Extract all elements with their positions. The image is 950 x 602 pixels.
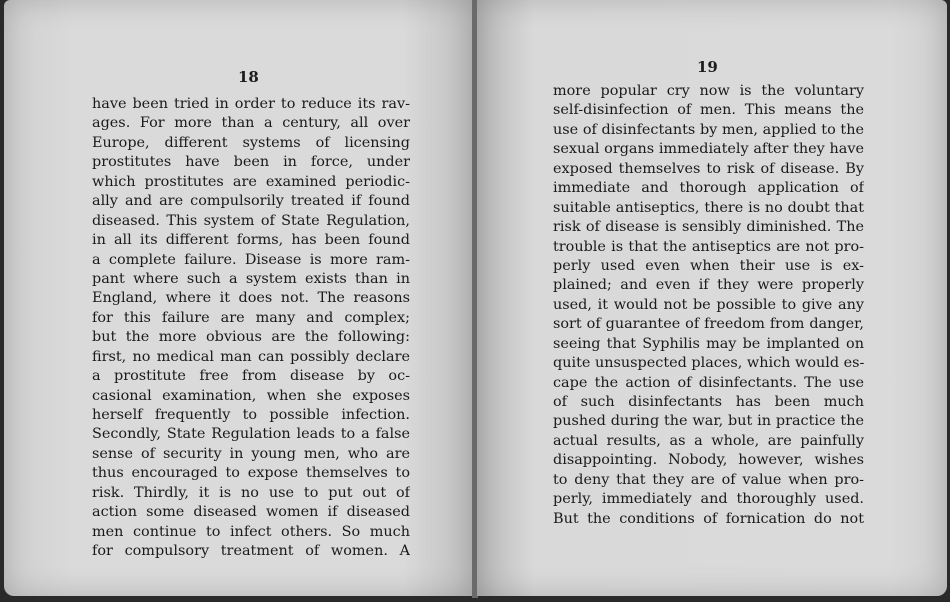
text-line: men continue to infect others. So much [92,523,410,540]
text-line: used, it would not be possible to give any [553,296,864,313]
text-line: have been tried in order to reduce its rav- [92,96,410,112]
left-page-number: 18 [238,68,259,86]
text-line: cape the action of disinfectants. The use [553,374,864,391]
text-line: perly, immediately and thoroughly used. [553,491,864,508]
text-line: to deny that they are of value when pro- [553,471,864,488]
text-line: pushed during the war, but in practice the [553,413,864,430]
text-line: pant where such a system exists than in [92,270,410,287]
text-line: immediate and thorough application of [553,180,864,197]
text-line: risk. Thirdly, it is no use to put out of [92,484,410,501]
text-line: action some diseased women if diseased [92,504,410,521]
text-line: more popular cry now is the voluntary [553,83,864,99]
right-page-number: 19 [697,58,718,76]
text-line: use of disinfectants by men, applied to the [553,121,864,138]
text-line: sexual organs immediately after they have [553,141,864,158]
text-line: of such disinfectants has been much [553,394,864,410]
text-line: a prostitute free from disease by oc- [92,368,410,385]
left-page [4,0,474,596]
text-line: in all its different forms, has been found [92,232,410,249]
text-line: risk of disease is sensibly diminished. The [553,219,864,236]
text-line: which prostitutes are examined periodic- [92,173,410,190]
text-line: thus encouraged to expose themselves to [92,465,410,482]
text-line: perly used even when their use is ex- [553,257,864,274]
text-line: But the conditions of fornication do not [553,510,864,527]
text-line: sort of guarantee of freedom from danger, [553,316,864,333]
text-line: suitable antiseptics, there is no doubt that [553,199,864,216]
text-line: herself frequently to possible infection. [92,407,410,423]
text-line: prostitutes have been in force, under [92,154,410,171]
text-line: but the more obvious are the following: [92,329,410,346]
left-page-text [92,95,410,562]
text-line: England, where it does not. The reasons [92,290,410,307]
text-line: disappointing. Nobody, however, wishes [553,452,864,469]
text-line: exposed themselves to risk of disease. By [553,160,864,177]
text-line: for compulsory treatment of women. A [92,543,410,560]
text-line: actual results, as a whole, are painfully [553,432,864,449]
text-line: diseased. This system of State Regulation, [92,212,410,229]
text-line: seeing that Syphilis may be implanted on [553,335,864,352]
text-line: a complete failure. Disease is more ram- [92,251,410,268]
text-line: ally and are compulsorily treated if found [92,193,410,210]
text-line: Europe, different systems of licensing [92,134,410,151]
right-page-text [553,82,864,529]
text-line: ages. For more than a century, all over [92,115,410,132]
text-line: plained; and even if they were properly [553,277,864,294]
text-line: Secondly, State Regulation leads to a false [92,426,410,443]
text-line: self-disinfection of men. This means the [553,102,864,119]
right-page [477,0,947,596]
text-line: casional examination, when she exposes [92,387,410,404]
text-line: trouble is that the antiseptics are not pro- [553,238,864,255]
text-line: first, no medical man can possibly declare [92,348,410,365]
text-line: quite unsuspected places, which would es- [553,355,864,372]
text-line: sense of security in young men, who are [92,445,410,462]
text-line: for this failure are many and complex; [92,309,410,326]
